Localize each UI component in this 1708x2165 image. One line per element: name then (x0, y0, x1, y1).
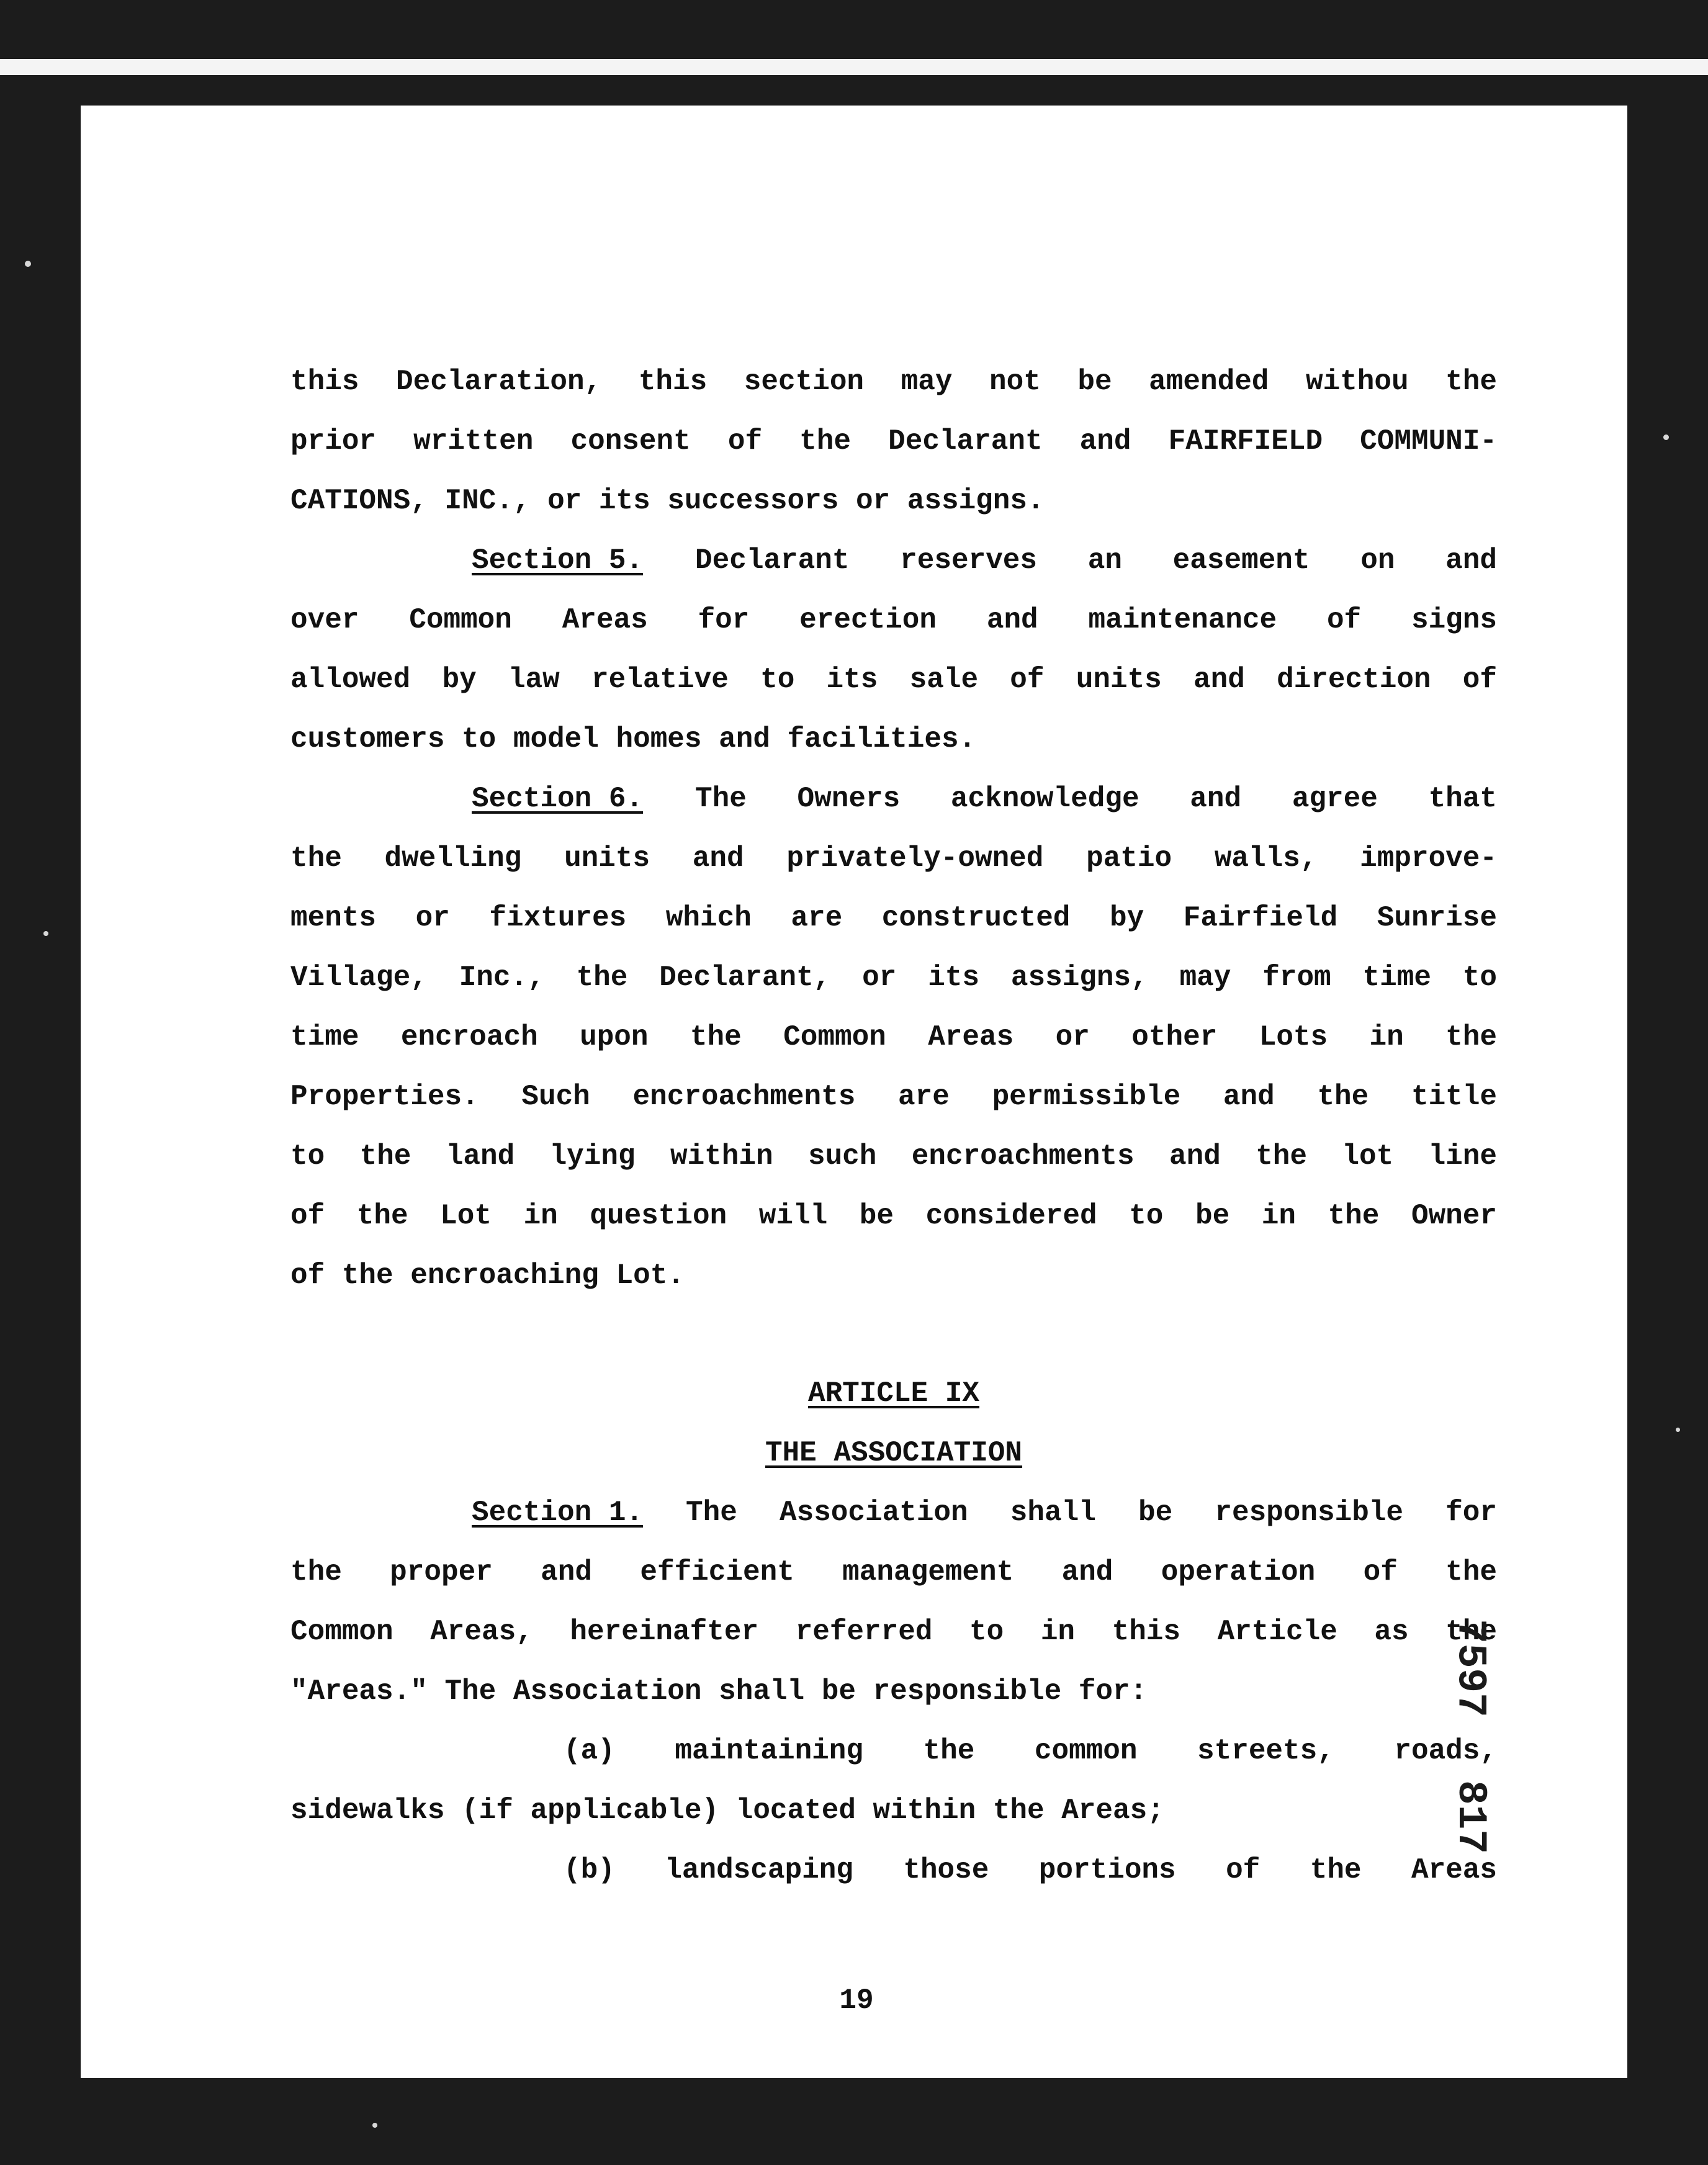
article-title: THE ASSOCIATION (765, 1437, 1023, 1469)
body-line: allowed by law relative to its sale of units and direction of (290, 664, 1497, 696)
body-line: The Owners acknowledge and agree that (695, 783, 1497, 815)
margin-page-number: 817 (1447, 1780, 1494, 1854)
body-line: sidewalks (if applicable) located within the Areas; (290, 1794, 1164, 1827)
body-line: Village, Inc., the Declarant, or its assigns, may from time to (290, 961, 1497, 994)
body-line: the proper and efficient management and operation of the (290, 1556, 1497, 1588)
body-line: customers to model homes and facilities. (290, 723, 976, 755)
body-line: time encroach upon the Common Areas or other Lots in the (290, 1021, 1497, 1053)
list-item-a: (a) maintaining the common streets, roads, (564, 1735, 1497, 1767)
margin-book-number: 7597 (1447, 1619, 1494, 1717)
scan-speck (25, 261, 31, 267)
document-page (81, 106, 1627, 2078)
body-line: Properties. Such encroachments are permissible and the title (290, 1081, 1497, 1113)
section-label: Section 1. (472, 1497, 644, 1529)
body-line: the dwelling units and privately-owned patio walls, improve- (290, 842, 1497, 875)
body-line: to the land lying within such encroachments and the lot line (290, 1140, 1497, 1173)
body-line: over Common Areas for erection and maintenance of signs (290, 604, 1497, 636)
scan-speck (372, 2123, 377, 2128)
body-line: Common Areas, hereinafter referred to in this Article as the (290, 1616, 1497, 1648)
scan-speck (1676, 1428, 1680, 1432)
body-line: CATIONS, INC., or its successors or assigns. (290, 485, 1045, 517)
scan-speck (1663, 434, 1669, 440)
section-label: Section 5. (472, 544, 644, 577)
body-line: of the Lot in question will be considered to be in the Owner (290, 1200, 1497, 1232)
article-heading: ARTICLE IX (807, 1377, 980, 1410)
page-number: 19 (839, 1984, 874, 2017)
body-line: ments or fixtures which are constructed by Fairfield Sunrise (290, 902, 1497, 934)
section-label: Section 6. (472, 783, 644, 815)
body-line: Declarant reserves an easement on and (695, 544, 1497, 577)
body-line: this Declaration, this section may not be amended withou the (290, 366, 1497, 398)
scan-speck (43, 931, 48, 936)
body-line: The Association shall be responsible for (686, 1497, 1497, 1529)
body-line: prior written consent of the Declarant and FAIRFIELD COMMUNI- (290, 425, 1497, 457)
body-line: "Areas." The Association shall be responsible for: (290, 1675, 1148, 1708)
body-line: of the encroaching Lot. (290, 1259, 685, 1292)
list-item-b: (b) landscaping those portions of the Areas (564, 1854, 1497, 1886)
scan-top-strip (0, 59, 1708, 75)
